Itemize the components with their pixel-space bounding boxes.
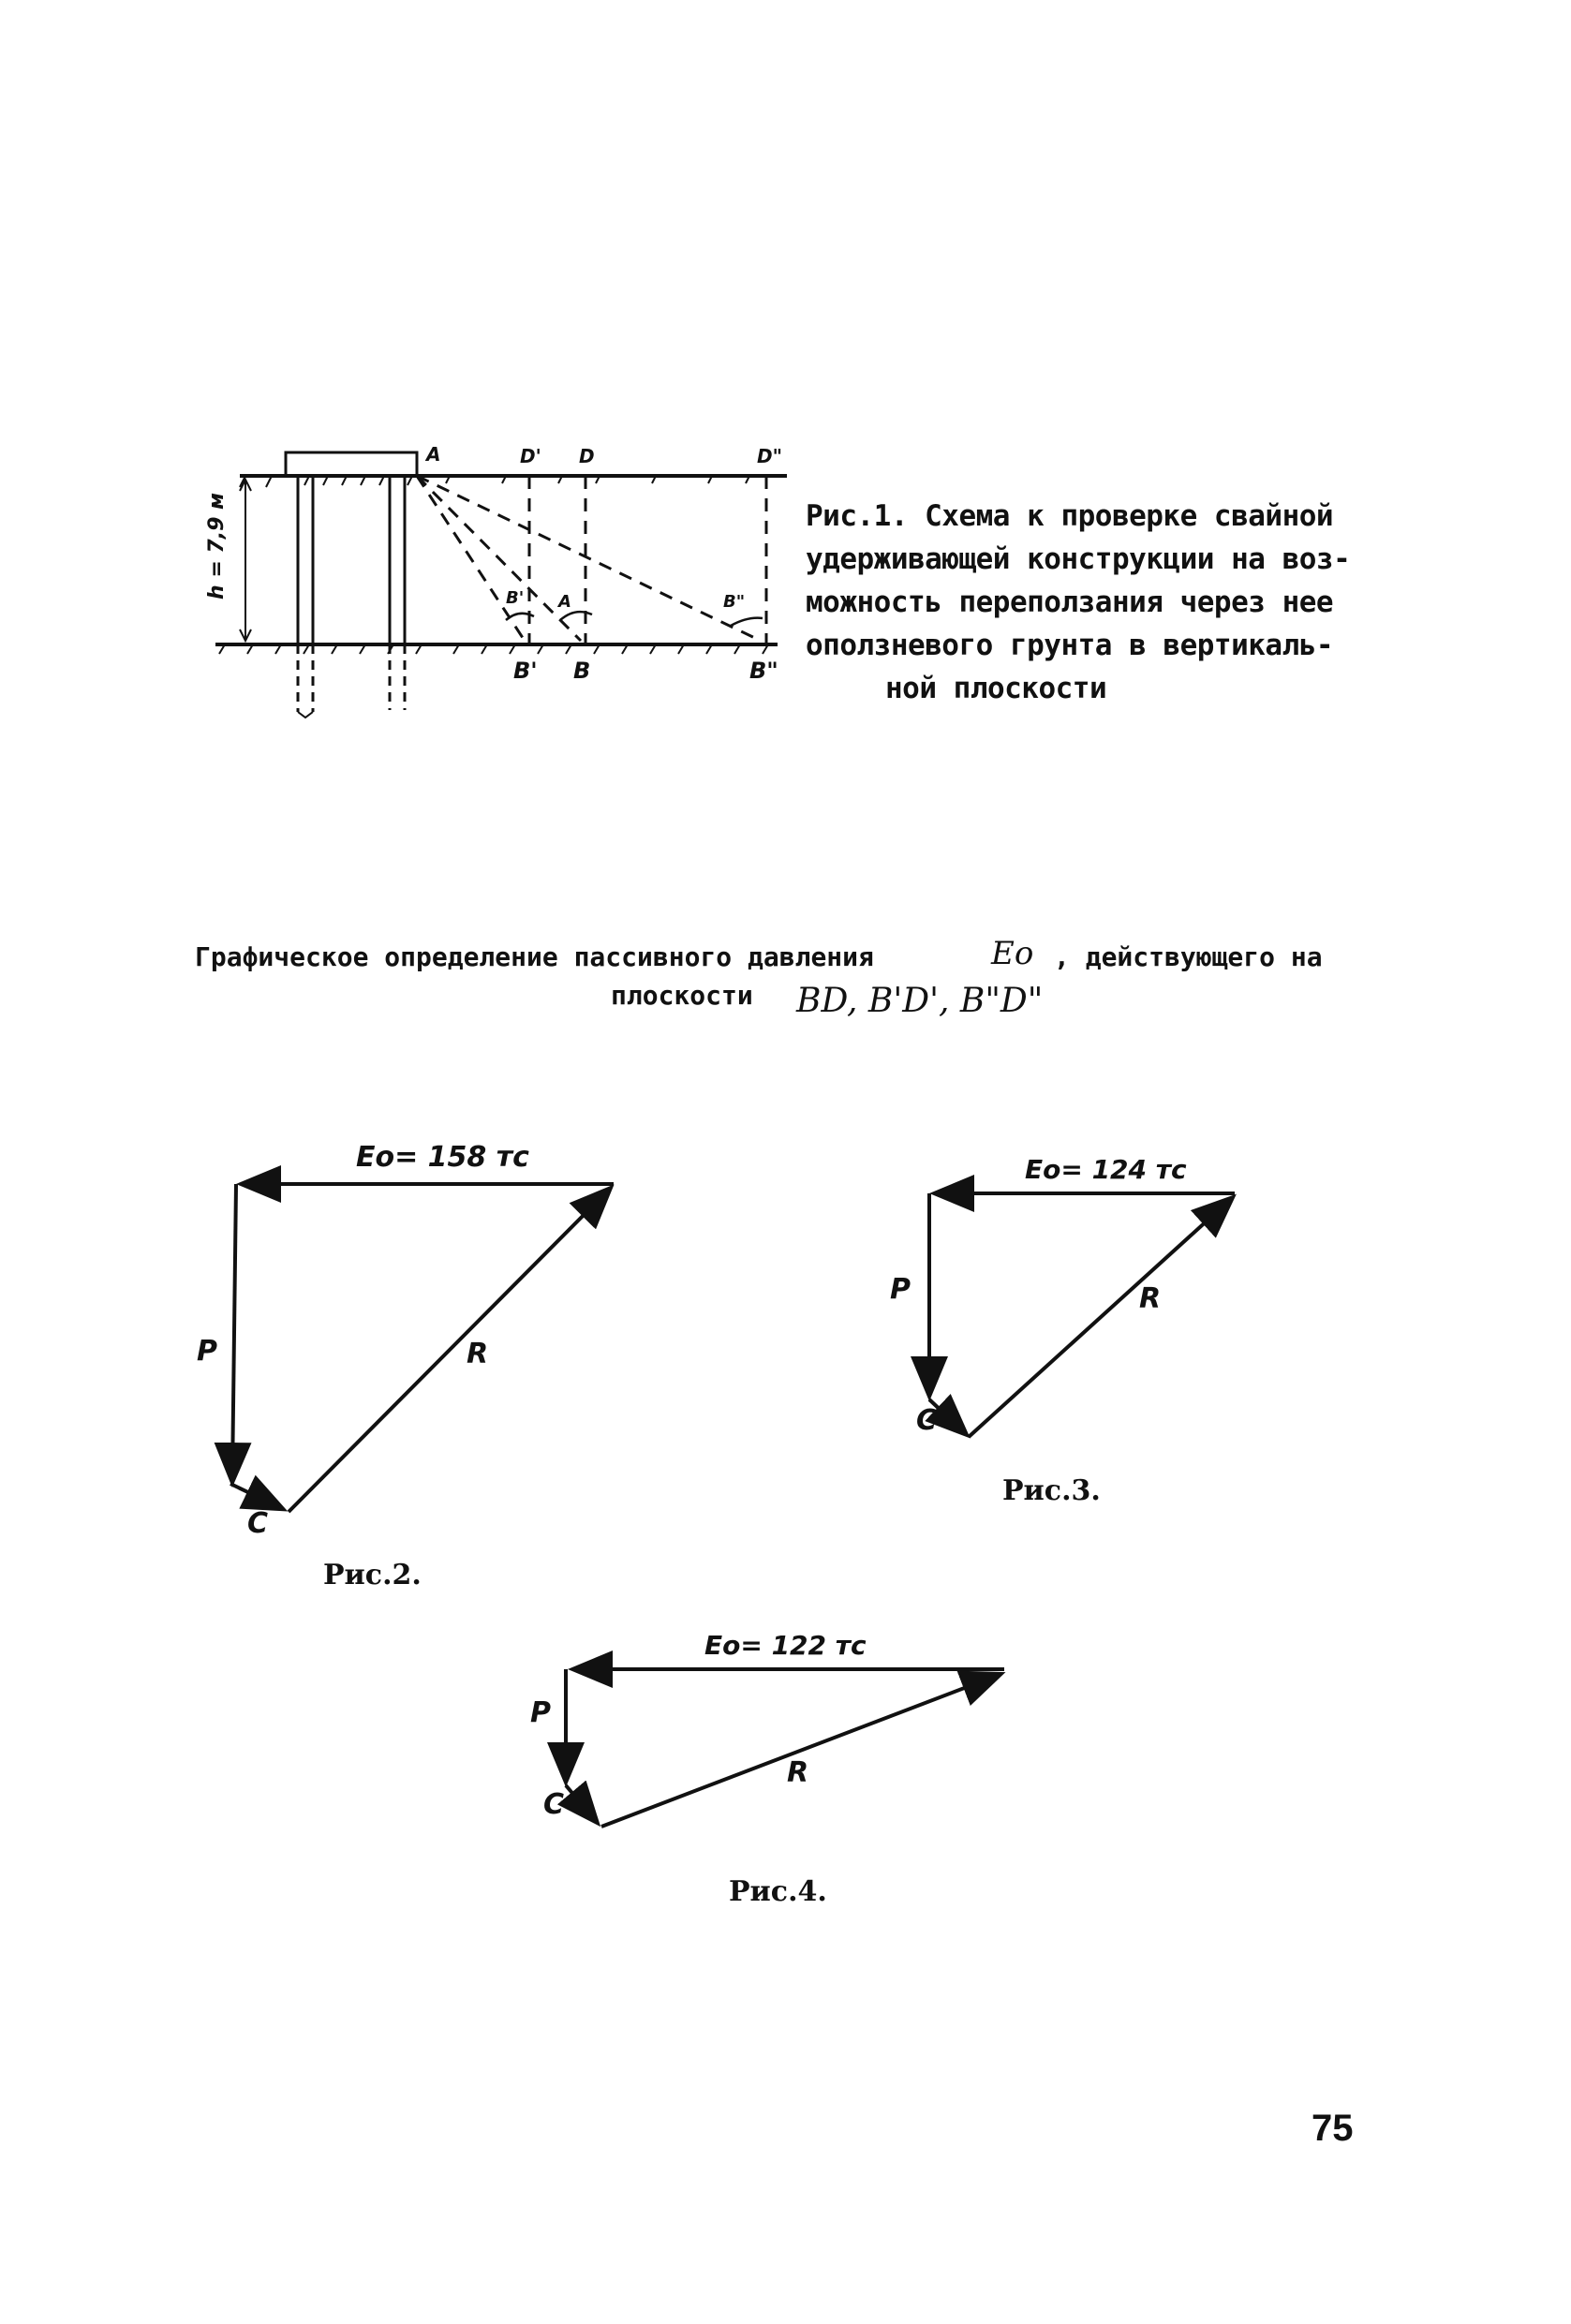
fig-3-polygon [929,1193,1235,1437]
heading-line-1-start: Графическое определение пассивного давления [195,941,874,972]
fig-3-p-label: P [890,1273,911,1306]
fig-2-r-label: R [467,1338,489,1370]
fig-4-eo-label: Eo= 122 тс [704,1630,867,1661]
angle-label-b-double-prime: B" [723,592,746,612]
fig-4-caption: Рис.4. [729,1875,827,1908]
fig-2-polygon [230,1184,614,1512]
angle-label-b-prime: B' [506,588,525,608]
fig-2-eo-label: Eo= 158 тс [356,1141,529,1174]
fig-4-p-label: P [530,1696,551,1729]
height-label: h = 7,9 м [205,492,229,600]
heading-planes: BD, B'D', B"D" [796,982,1044,1020]
heading-line-1-end: , действующего на [1054,941,1323,972]
label-a: A [426,443,441,466]
caption-line-3: можность переползания через нее [806,585,1334,619]
fig-4-r-label: R [787,1756,809,1789]
fig-4-c-label: C [543,1788,565,1821]
label-b: B [573,658,591,684]
fig-3-c-label: C [916,1404,938,1437]
fig-2-r-vector [289,1190,609,1512]
caption-line-5: ной плоскости [885,672,1107,705]
label-d-double-prime: D" [757,445,783,467]
fig-3-eo-label: Eo= 124 тс [1025,1154,1187,1185]
fig-3-caption: Рис.3. [1002,1474,1101,1507]
heading-symbol-eo: Eo [991,935,1034,972]
fig-4-c-vector [566,1785,596,1821]
label-b-double-prime: B" [749,658,778,684]
label-d: D [579,445,595,467]
fig-2-p-label: P [197,1335,217,1368]
fig-2-p-vector [232,1184,236,1480]
label-b-prime: B' [513,658,538,684]
fig-3-r-vector [969,1199,1231,1437]
caption-line-2: удерживающей конструкции на воз- [806,542,1351,576]
fig-2-c-label: C [247,1507,269,1540]
fig-2-caption: Рис.2. [323,1559,422,1591]
fig-2-c-vector [230,1484,281,1508]
page-number: 75 [1312,2108,1354,2149]
caption-line-1: Рис.1. Схема к проверке свайной [806,499,1334,533]
heading-line-2-start: плоскости [611,980,753,1011]
label-d-prime: D' [520,445,541,467]
fig-4-r-vector [601,1675,999,1827]
fig-3-r-label: R [1139,1282,1162,1315]
angle-label-a: A [558,592,571,612]
caption-line-4: оползневого грунта в вертикаль- [806,629,1334,662]
fig-4-polygon [566,1669,1004,1827]
